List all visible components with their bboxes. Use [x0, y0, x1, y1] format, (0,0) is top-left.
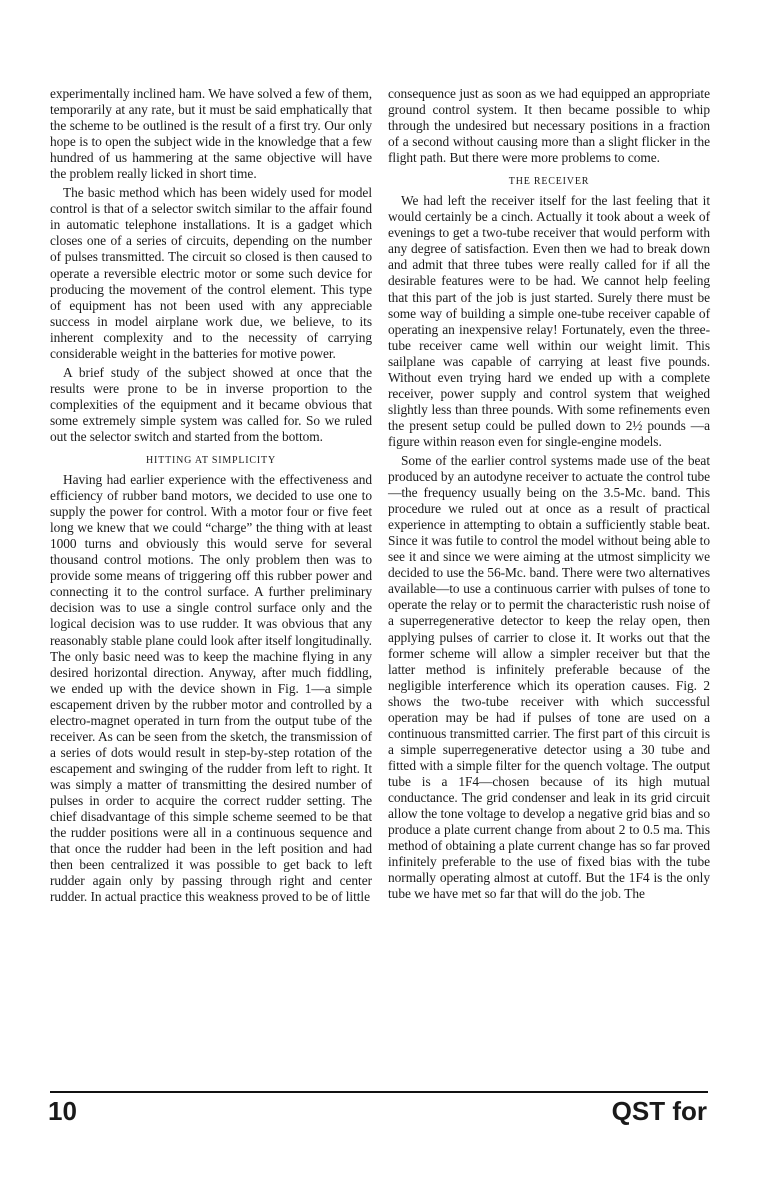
running-footer-title: QST for: [611, 1096, 707, 1126]
paragraph: We had left the receiver itself for the last feeling that it would certainly be a cinch. Actually it took about a week of evenings to get a two-tube receiver that would perform with any degree of satisfaction. Even then we had to break down and admit that three tubes were really called for if all the desirable features were to be had. We cannot help feeling that this part of the job is just started. Surely there must be some way of building a simple one-tube receiver capable of operating an inexpensive relay! Fortunately, even the three-tube receiver came well within our weight limit. This sailplane was capable of carrying at least five pounds. Without even trying hard we ended up with a complete receiver, power supply and control system that weighed slightly less than three pounds. With some refinements even the present setup could be pulled down to 2½ pounds —a figure within reason even for single-engine models.: [388, 193, 710, 449]
paragraph: Some of the earlier control systems made use of the beat produced by an autodyne receiver to actuate the control tube—the frequency usually being on the 3.5-Mc. band. This procedure we ruled out at once as a result of practical experience in attempting to obtain a sufficiently stable beat. Since it was futile to control the model without being able to see it and since we were aiming at the utmost simplicity we decided to use the 56-Mc. band. There were two alternatives available—to use a continuous carrier with pulses of tone to operate the relay or to permit the characteristic rush noise of a superregenerative detector to keep the relay open, then applying pulses of carrier to close it. It works out that the former scheme will allow a simpler receiver but that the latter method is infinitely preferable because of the negligible interference which its operation causes. Fig. 2 shows the two-tube receiver with which successful operation may be had if pulses of tone are used on a continuous transmitted carrier. The first part of this circuit is a simple superregenerative detector using a 30 tube and fitted with a simple filter for the quench voltage. The output tube is a 1F4—chosen because of its high mutual conductance. The grid condenser and leak in its grid circuit allow the tone voltage to develop a negative grid bias and so produce a plate current change from about 2 to 0.5 ma. This method of obtaining a plate current change has so far proved infinitely preferable to the use of fixed bias with the tube normally operating almost at cutoff. But the 1F4 is the only tube we have met so far that will do the job. The: [388, 452, 710, 902]
paragraph: The basic method which has been widely used for model control is that of a selector switch similar to the affair found in automatic telephone installations. It is a gadget which closes one of a series of circuits, depending on the number of pulses transmitted. The circuit so closed is then caused to operate a reversible electric motor or some such device for producing the movement of the control element. This type of equipment has not been used with any appreciable success in model airplane work due, we believe, to its inherent complexity and to the necessity of carrying considerable weight in the batteries for motive power.: [50, 185, 372, 361]
section-heading: HITTING AT SIMPLICITY: [146, 455, 276, 467]
footer-divider: [50, 1091, 708, 1093]
page-number: 10: [48, 1096, 77, 1126]
paragraph: A brief study of the subject showed at once that the results were prone to be in inverse proportion to the complexities of the equipment and it became obvious that some extremely simple system was called for. So we ruled out the selector switch and started from the bottom.: [50, 364, 372, 444]
right-column: [388, 86, 710, 905]
section-heading: THE RECEIVER: [508, 176, 590, 188]
paragraph: Having had earlier experience with the effectiveness and efficiency of rubber band motors, we decided to use one to supply the power for control. With a motor four or five feet long we knew that we could “charge” the thing with at least 1000 turns and obviously this would serve for several thousand control motions. The only problem then was to provide some means of triggering off this rubber power and connecting it to the control surface. A further preliminary decision was to use a single control surface only and the logical decision was to use rudder. It was obvious that any reasonably stable plane could look after itself longitudinally. The only basic need was to keep the machine flying in any desired horizontal direction. Anyway, after much fiddling, we ended up with the device shown in Fig. 1—a simple escapement driven by the rubber motor and controlled by a electro-magnet operated in turn from the output tube of the receiver. As can be seen from the sketch, the transmission of a series of dots would result in step-by-step rotation of the escapement and swinging of the rudder from left to right. It was simply a matter of transmitting the desired number of pulses in order to acquire the correct rudder setting. The chief disadvantage of this simple scheme seemed to be that the rudder positions were all in a continuous sequence and that once the rudder had been in the left position and had then been centralized it was possible to get back to left rudder again only by passing through right and center rudder. In actual practice this weakness proved to be of little: [50, 472, 372, 905]
paragraph: consequence just as soon as we had equipped an appropriate ground control system. It then became possible to whip through the undesired but necessary positions in a fraction of a second without causing more than a slight flicker in the flight path. But there were more problems to come.: [388, 86, 710, 166]
paragraph: experimentally inclined ham. We have solved a few of them, temporarily at any rate, but it must be said emphatically that the scheme to be outlined is the result of a first try. Our only hope is to open the subject wide in the knowledge that a few hundred of us hammering at the same objective will have the problem really licked in short time.: [50, 86, 372, 182]
left-column: [50, 86, 372, 908]
